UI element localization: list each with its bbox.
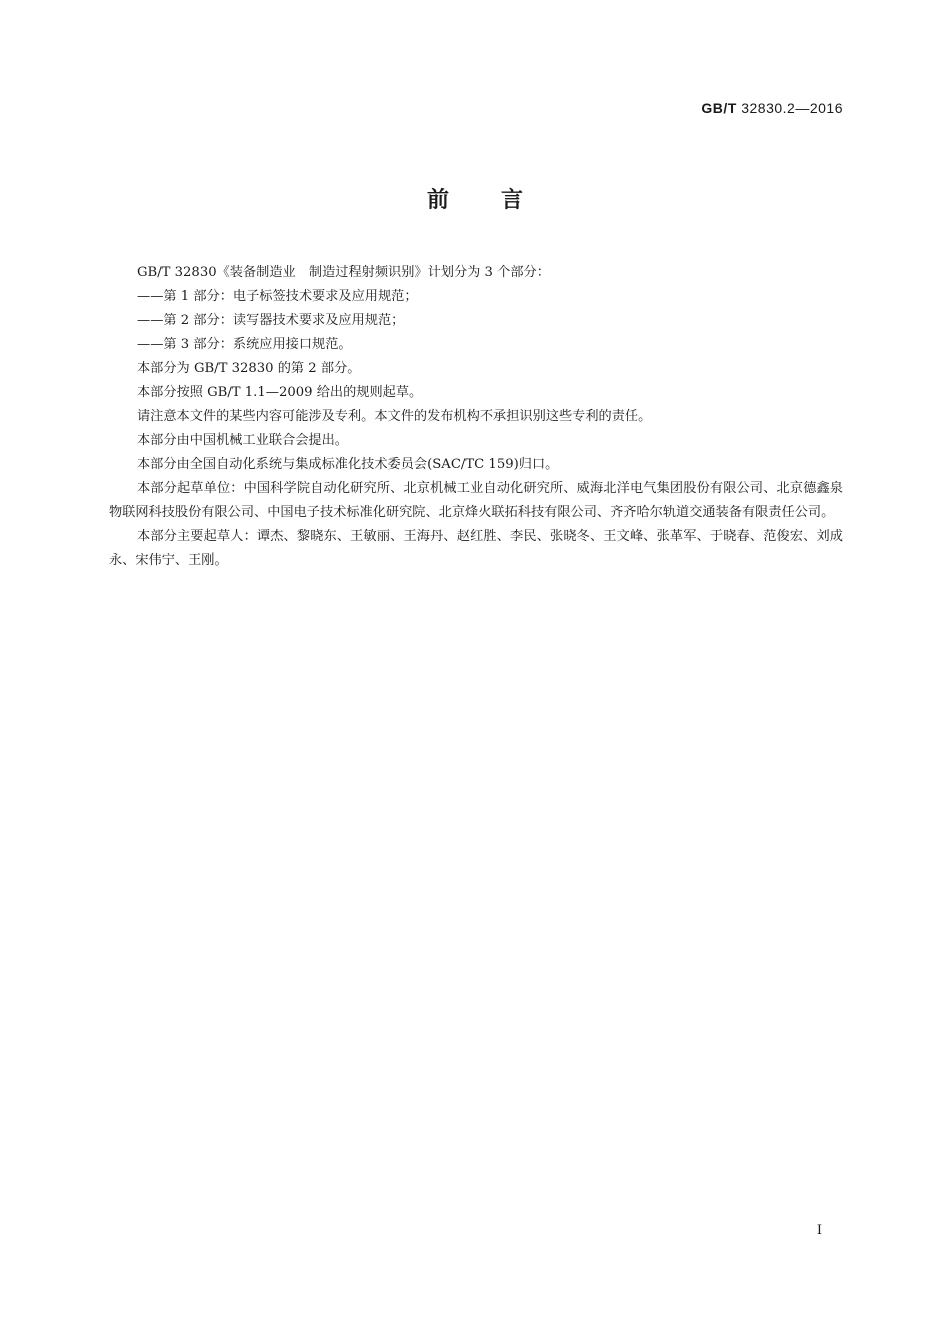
paragraph: 本部分由中国机械工业联合会提出。: [137, 433, 348, 448]
paragraph: ——第 2 部分：读写器技术要求及应用规范；: [137, 313, 405, 328]
standard-code: [701, 100, 843, 116]
paragraph: GB/T 32830《装备制造业 制造过程射频识别》计划分为 3 个部分：: [137, 265, 550, 280]
page-title: 前言: [426, 188, 575, 213]
foreword-body: [109, 261, 843, 573]
standard-prefix: GB/T: [701, 100, 737, 116]
paragraph: 请注意本文件的某些内容可能涉及专利。本文件的发布机构不承担识别这些专利的责任。: [137, 409, 652, 424]
paragraph: 本部分主要起草人：谭杰、黎晓东、王敏丽、王海丹、赵红胜、李民、张晓冬、王文峰、张革军、于晓春、范俊宏、刘成永、宋伟宁、王刚。: [109, 529, 843, 568]
paragraph: ——第 1 部分：电子标签技术要求及应用规范；: [137, 289, 418, 304]
paragraph: 本部分按照 GB/T 1.1—2009 给出的规则起草。: [137, 385, 423, 400]
standard-number: 32830.2—2016: [741, 100, 843, 116]
paragraph: 本部分为 GB/T 32830 的第 2 部分。: [137, 361, 361, 376]
paragraph: ——第 3 部分：系统应用接口规范。: [137, 337, 352, 352]
paragraph: 本部分起草单位：中国科学院自动化研究所、北京机械工业自动化研究所、威海北洋电气集团股份有限公司、北京德鑫泉物联网科技股份有限公司、中国电子技术标准化研究院、北京烽火联拓科技有限公司、齐齐哈尔轨道交通装备有限责任公司。: [109, 481, 843, 520]
page-number: I: [816, 1223, 822, 1238]
paragraph: 本部分由全国自动化系统与集成标准化技术委员会(SAC/TC 159)归口。: [137, 457, 559, 472]
